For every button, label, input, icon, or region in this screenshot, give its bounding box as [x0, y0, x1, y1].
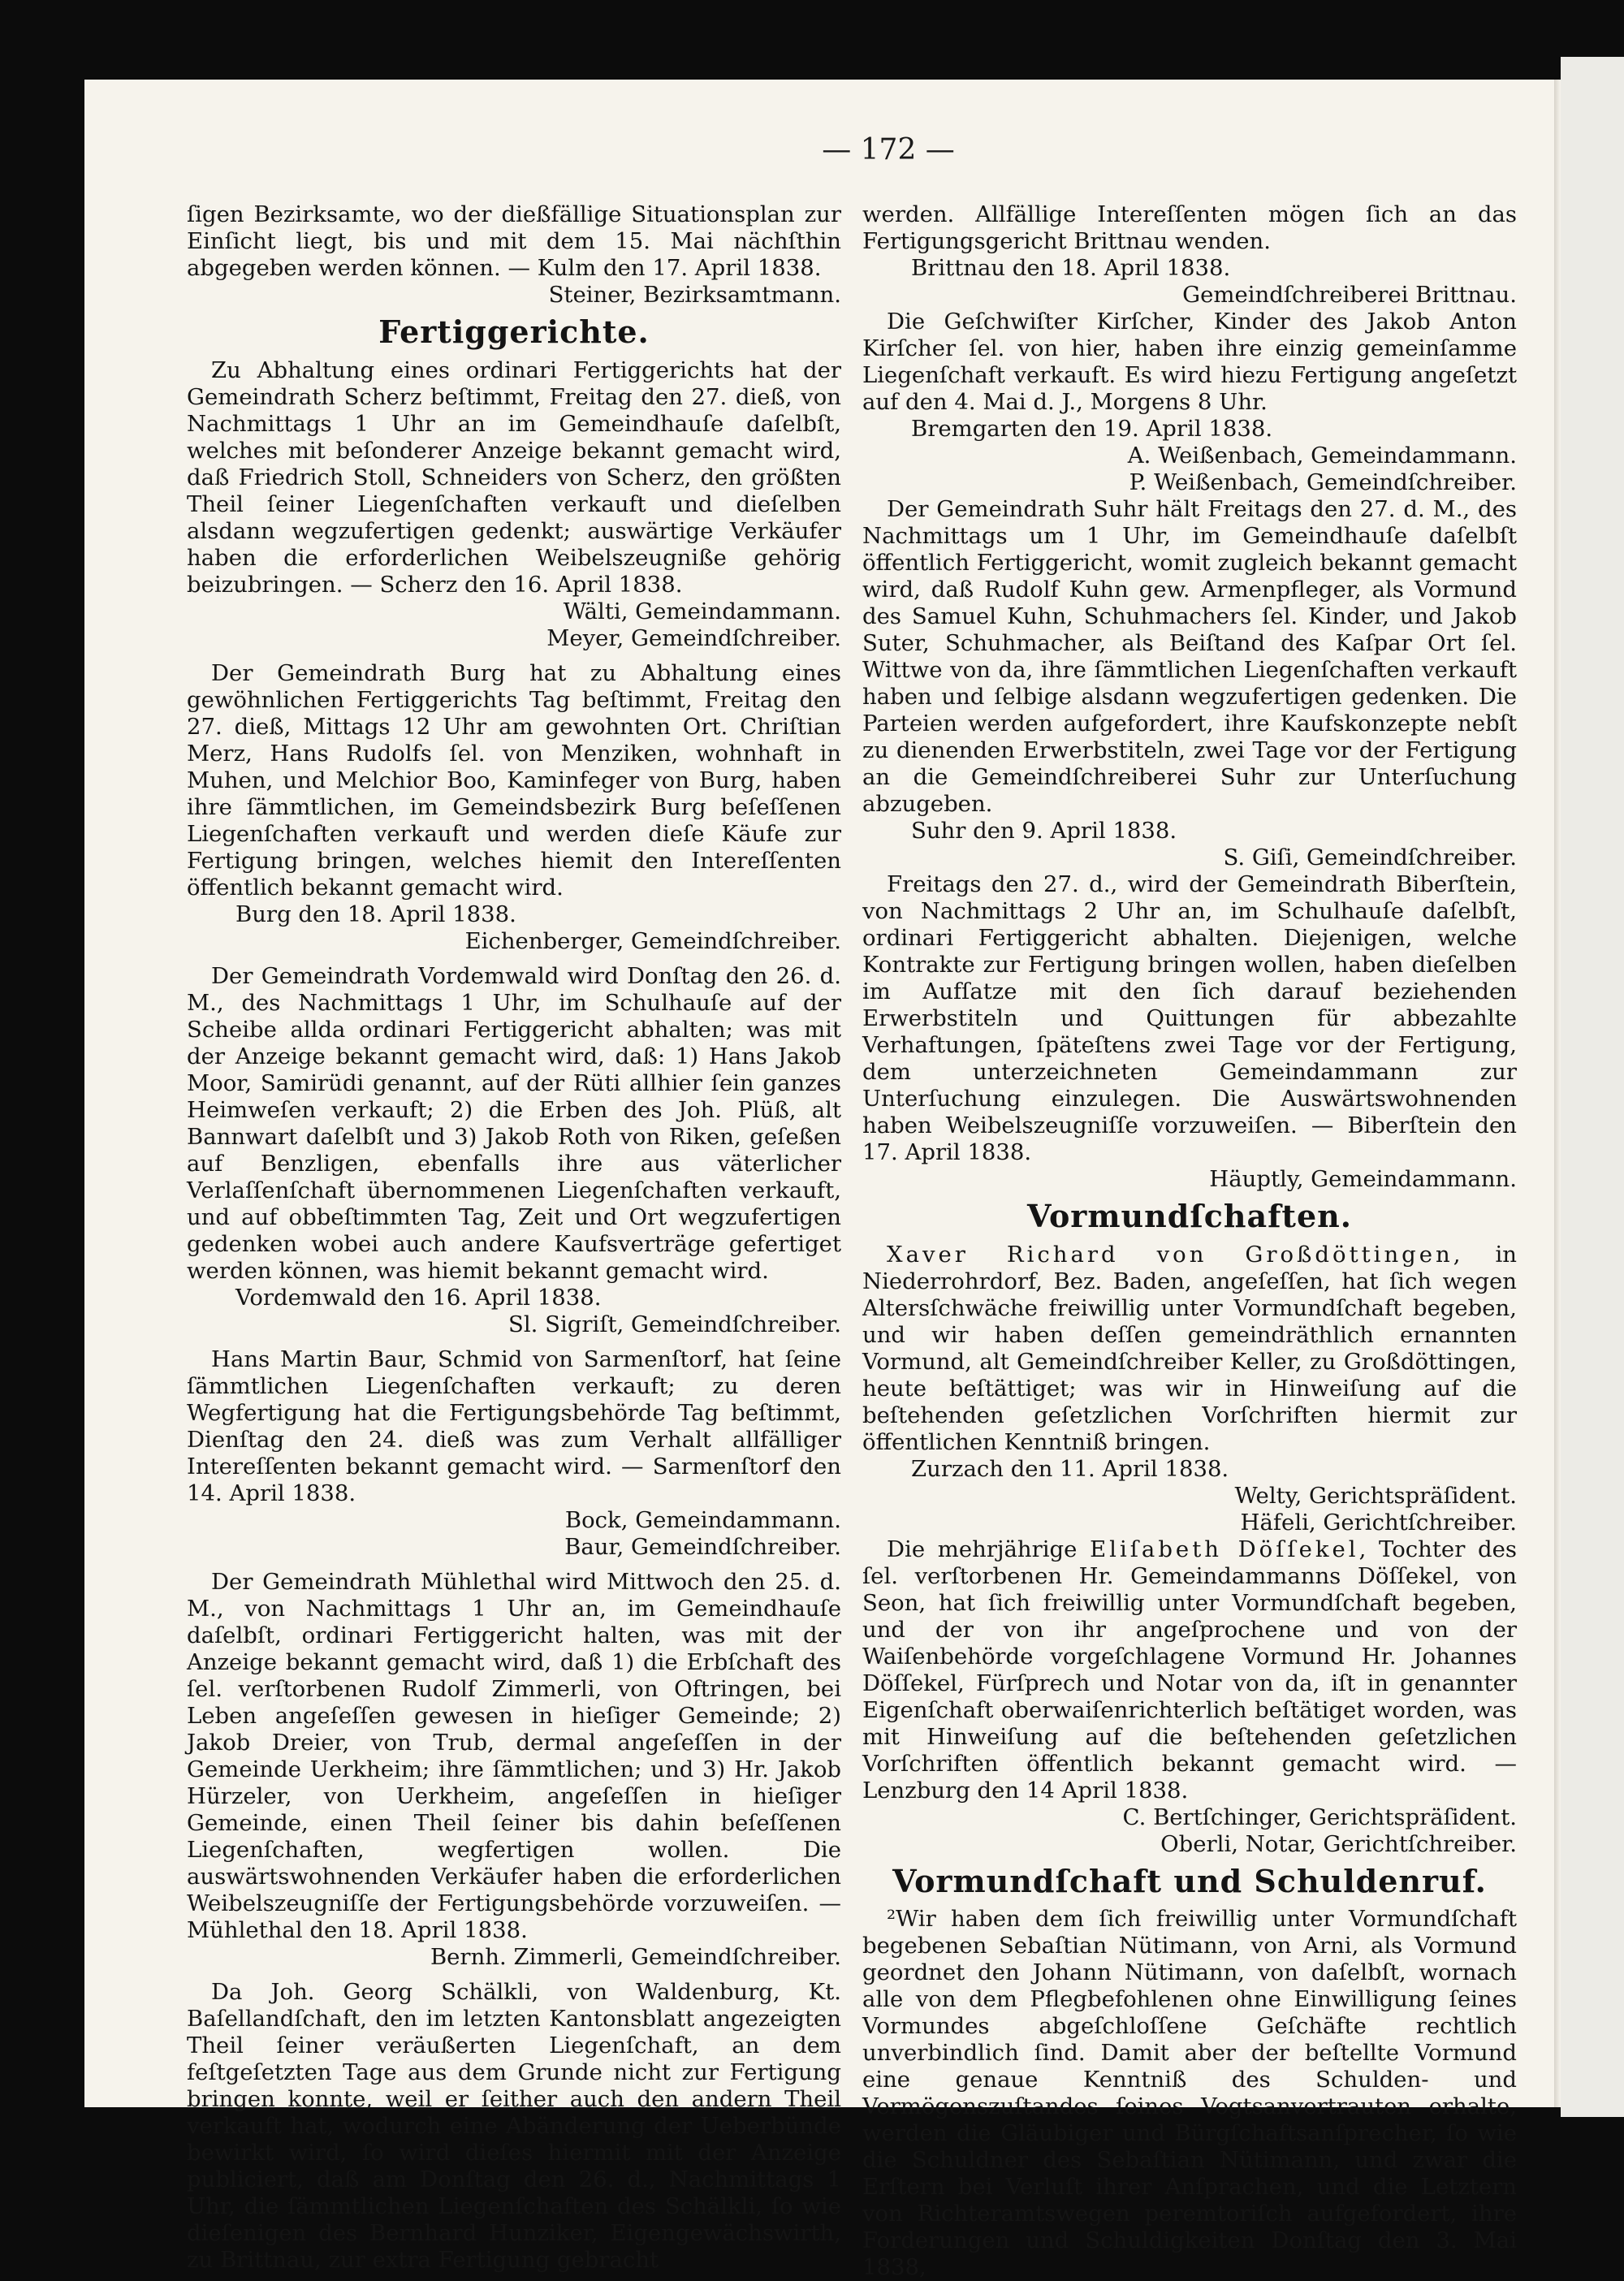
notice-brittnau-text: werden. Allfällige Intereſſenten mögen ſich an das Fertigungsgericht Brittnau wenden.	[862, 201, 1517, 254]
notice-bremgarten-signature-1: A. Weißenbach, Gemeindammann.	[1127, 443, 1517, 469]
notice-biberstein-text: Freitags den 27. d., wird der Gemeindrath Biberſtein, von Nachmittags 2 Uhr an, im Schulhauſe daſelbſt, ordinari Fertiggericht abhalten. Diejenigen, welche Kontrakte zur Fertigung bringen wollen, haben dieſelben im Aufſatze mit den ſich darauf beziehenden Erwerbstiteln und Quittungen für abbezahlte Verhaftungen, ſpäteſtens zwei Tage vor der Fertigung, dem unterzeichneten Gemeindammann zur Unterſuchung einzulegen. Die Auswärtswohnenden haben Weibelszeugniſſe vorzuweiſen. — Biberſtein den 17. April 1838.	[862, 871, 1517, 1165]
notice-sarmenstorf-signature-2: Baur, Gemeindſchreiber.	[564, 1533, 841, 1560]
ward-name-doessekel: Eliſabeth Döſſekel	[1090, 1536, 1359, 1562]
notice-kulm-text: ſigen Bezirksamte, wo der dießfällige Situationsplan zur Einſicht liegt, bis und mit dem 15. Mai nächſthin abgegeben werden können. — Kulm den 17. April 1838.	[187, 201, 841, 281]
section-heading-schuldenruf: Vormundſchaft und Schuldenruf.	[892, 1862, 1487, 1899]
notice-bremgarten-date: Bremgarten den 19. April 1838.	[911, 416, 1273, 442]
notice-muehlethal-text: Der Gemeindrath Mühlethal wird Mittwoch den 25. d. M., von Nachmittags 1 Uhr an, im Gemeindhauſe daſelbſt, ordinari Fertiggericht halten, was mit der Anzeige bekannt gemacht wird, daß 1) die Erbſchaft des ſel. verſtorbenen Rudolf Zimmerli, von Oftringen, bei Leben angeſeſſen gewesen in hieſiger Gemeinde; 2) Jakob Dreier, von Trub, dermal angeſeſſen in der Gemeinde Uerkheim; ihre ſämmtlichen; und 3) Hr. Jakob Hürzeler, von Uerkheim, angeſeſſen in hieſiger Gemeinde, einen Theil ſeiner bis dahin beſeſſenen Liegenſchaften, wegfertigen wollen. Die auswärtswohnenden Verkäufer haben die erforderlichen Weibelszeugniſſe der Fertigungsbehörde vorzuweiſen. — Mühlethal den 18. April 1838.	[187, 1568, 841, 1943]
adjacent-page-edge	[1561, 57, 1624, 2117]
section-heading-fertiggerichte: Fertiggerichte.	[378, 313, 650, 350]
notice-vordemwald-text: Der Gemeindrath Vordemwald wird Donſtag den 26. d. M., des Nachmittags 1 Uhr, im Schulhauſe auf der Scheibe allda ordinari Fertiggericht abhalten; was mit der Anzeige bekannt gemacht wird, daß: 1) Hans Jakob Moor, Samirüdi genannt, auf der Rüti allhier ſein ganzes Heimweſen verkauft; 2) die Erben des Joh. Plüß, alt Bannwart daſelbſt und 3) Jakob Roth von Riken, geſeßen auf Benzligen, ebenfalls ihre aus väterlicher Verlaſſenſchaft übernommenen Liegenſchaften verkauft, und auf obbeſtimmten Tag, Zeit und Ort wegzufertigen gedenken wobei auch andere Kaufsverträge gefertiget werden können, was hiemit bekannt gemacht wird.	[187, 962, 841, 1284]
notice-biberstein-signature: Häuptly, Gemeindammann.	[1209, 1166, 1517, 1192]
notice-bremgarten-signature-2: P. Weißenbach, Gemeindſchreiber.	[1129, 469, 1517, 495]
notice-arni-text: ²Wir haben dem ſich freiwillig unter Vormundſchaft begebenen Sebaſtian Nütimann, von Arni, als Vormund geordnet den Johann Nütimann, von daſelbſt, wornach alle von dem Pflegbefohlenen ohne Einwilligung ſeines Vormundes abgeſchloſſene Geſchäfte rechtlich unverbindlich ſind. Damit aber der beſtellte Vormund eine genaue Kenntniß des Schulden- und Vermögenszuſtandes ſeines Vogtsanvertrauten erhalte, werden die Gläubiger und Bürgſchaftsanſprecher, ſo wie die Schuldner des Sebaſtian Nütimann, und zwar die Erſtern bei Verluſt ihrer Anſprachen, und die Letztern von Richteramtswegen peremtoriſch aufgefordert, ihre Forderungen und Schuldigkeiten Donſtag den 3. Mai 1838,	[862, 1906, 1517, 2281]
notice-seon-lead: Die mehrjährige	[887, 1536, 1091, 1562]
notice-muehlethal-signature: Bernh. Zimmerli, Gemeindſchreiber.	[430, 1943, 841, 1970]
notice-vordemwald-date: Vordemwald den 16. April 1838.	[235, 1284, 602, 1311]
page-fold-shadow	[1554, 80, 1561, 2107]
notice-lenzburg-signature-2: Oberli, Notar, Gerichtſchreiber.	[1160, 1830, 1517, 1857]
notice-scherz-text: Zu Abhaltung eines ordinari Fertiggerichts hat der Gemeindrath Scherz beſtimmt, Freitag den 27. dieß, von Nachmittags 1 Uhr an im Gemeindhauſe daſelbſt, welches mit beſonderer Anzeige bekannt gemacht wird, daß Friedrich Stoll, Schneiders von Scherz, den größten Theil ſeiner Liegenſchaften verkauft und dieſelben alsdann wegzufertigen gedenkt; auswärtige Verkäufer haben die erforderlichen Weibelszeugniße gehörig beizubringen. — Scherz den 16. April 1838.	[187, 356, 841, 598]
notice-sarmenstorf-signature-1: Bock, Gemeindammann.	[564, 1506, 841, 1533]
notice-scherz-signature-2: Meyer, Gemeindſchreiber.	[546, 624, 841, 651]
notice-seon-body: , Tochter des ſel. verſtorbenen Hr. Gemeindammanns Döſſekel, von Seon, hat ſich freiwillig unter Vormundſchaft begeben, und der von ihr angeſprochene und von der Waiſenbehörde vorgeſchlagene Vormund Hr. Johannes Döſſekel, Fürſprech und Notar von da, iſt in genannter Eigenſchaft oberwaiſenrichterlich beſtätiget worden, was mit Hinweiſung auf die beſtehenden geſetzlichen Vorſchriften öffentlich bekannt gemacht wird. — Lenzburg den 14 April 1838.	[862, 1536, 1517, 1804]
notice-zurzach-signature-1: Welty, Gerichtspräſident.	[1234, 1482, 1517, 1509]
notice-scherz-signature-1: Wälti, Gemeindammann.	[563, 598, 841, 624]
left-column	[187, 201, 841, 2274]
notice-suhr-signature: S. Giſi, Gemeindſchreiber.	[1223, 845, 1517, 870]
notice-zurzach-date: Zurzach den 11. April 1838.	[911, 1455, 1229, 1482]
notice-waldenburg-text: Da Joh. Georg Schälkli, von Waldenburg, Kt. Baſellandſchaft, den im letzten Kantonsblatt angezeigten Theil ſeiner veräußerten Liegenſchaft, an dem feſtgeſetzten Tage aus dem Grunde nicht zur Fertigung bringen konnte, weil er ſeither auch den andern Theil verkauft hat, wodurch eine Abänderung der Ueberbünde bewirkt wird, ſo wird dieſes hiermit mit der Anzeige publiciert, daß am Donſtag den 26. d., Nachmittags 1 Uhr, die ſämmtlichen Liegenſchaften des Schälkli, ſo wie dieſenigen des Bernhard Hunziker, Eigengewächswirth, zu Brittnau, zur extra Fertigung gebracht	[187, 1978, 841, 2273]
page-number: — 172 —	[822, 133, 955, 166]
notice-vordemwald-signature: Sl. Sigriſt, Gemeindſchreiber.	[508, 1311, 841, 1337]
notice-suhr-date: Suhr den 9. April 1838.	[911, 818, 1177, 844]
right-column	[862, 201, 1517, 2281]
notice-brittnau-signature: Gemeindſchreiberei Brittnau.	[1182, 282, 1517, 308]
notice-zurzach-signature-2: Häfeli, Gerichtſchreiber.	[1240, 1509, 1517, 1536]
notice-burg-text: Der Gemeindrath Burg hat zu Abhaltung eines gewöhnlichen Fertiggerichts Tag beſtimmt, Freitag den 27. dieß, Mittags 12 Uhr am gewohnten Ort. Chriſtian Merz, Hans Rudolfs ſel. von Menziken, wohnhaft in Muhen, und Melchior Boo, Kaminfeger von Burg, haben ihre ſämmtlichen, im Gemeindsbezirk Burg beſeſſenen Liegenſchaften verkauft und werden dieſe Käufe zur Fertigung bringen, welches hiemit den Intereſſenten öffentlich bekannt gemacht wird.	[187, 659, 841, 901]
notice-burg-signature: Eichenberger, Gemeindſchreiber.	[464, 927, 841, 954]
notice-brittnau-date: Brittnau den 18. April 1838.	[911, 255, 1231, 281]
notice-bremgarten-text: Die Geſchwiſter Kirſcher, Kinder des Jakob Anton Kirſcher ſel. von hier, haben ihre einzig gemeinſamme Liegenſchaft verkauft. Es wird hiezu Fertigung angeſetzt auf den 4. Mai d. J., Morgens 8 Uhr.	[862, 309, 1517, 415]
notice-burg-date: Burg den 18. April 1838.	[235, 901, 516, 927]
notice-sarmenstorf-text: Hans Martin Baur, Schmid von Sarmenſtorf, hat ſeine ſämmtlichen Liegenſchaften verkauft; zu deren Wegfertigung hat die Fertigungsbehörde Tag beſtimmt, Dienſtag den 24. dieß was zum Verhalt allfälliger Intereſſenten bekannt gemacht wird. — Sarmenſtorf den 14. April 1838.	[187, 1346, 841, 1506]
notice-grossdoettingen-body: , in Niederrohrdorf, Bez. Baden, angeſeſſen, hat ſich wegen Altersſchwäche freiwillig unter Vormundſchaft begeben, und wir haben deſſen gemeindräthlich ernannten Vormund, alt Gemeindſchreiber Keller, zu Großdöttingen, heute beſtättiget; was wir in Hinweiſung auf die beſtehenden geſetzlichen Vorſchriften hiermit zur öffentlichen Kenntniß bringen.	[862, 1241, 1517, 1455]
document-page	[84, 80, 1561, 2281]
notice-grossdoettingen-text	[862, 1242, 1517, 1456]
notice-kulm-signature: Steiner, Bezirksamtmann.	[548, 282, 841, 308]
notice-suhr-text: Der Gemeindrath Suhr hält Freitags den 27. d. M., des Nachmittags um 1 Uhr, im Gemeindhauſe daſelbſt öffentlich Fertiggericht, womit zugleich bekannt gemacht wird, daß Rudolf Kuhn gew. Armenpfleger, als Vormund des Samuel Kuhn, Schuhmachers ſel. Kinder, und Jakob Suter, Schuhmacher, als Beiſtand des Kaſpar Ort ſel. Wittwe von da, ihre ſämmtlichen Liegenſchaften verkauft haben und ſelbige alsdann wegzufertigen gedenken. Die Parteien werden aufgefordert, ihre Kaufskonzepte nebſt zu dienenden Erwerbstiteln, zwei Tage vor der Fertigung an die Gemeindſchreiberei Suhr zur Unterſuchung abzugeben.	[862, 496, 1517, 817]
notice-seon-text	[862, 1536, 1517, 1804]
section-heading-vormundschaften: Vormundſchaften.	[1026, 1198, 1353, 1234]
ward-name-richard: Xaver Richard von Großdöttingen	[887, 1241, 1453, 1268]
notice-lenzburg-signature-1: C. Bertſchinger, Gerichtspräſident.	[1122, 1804, 1517, 1830]
